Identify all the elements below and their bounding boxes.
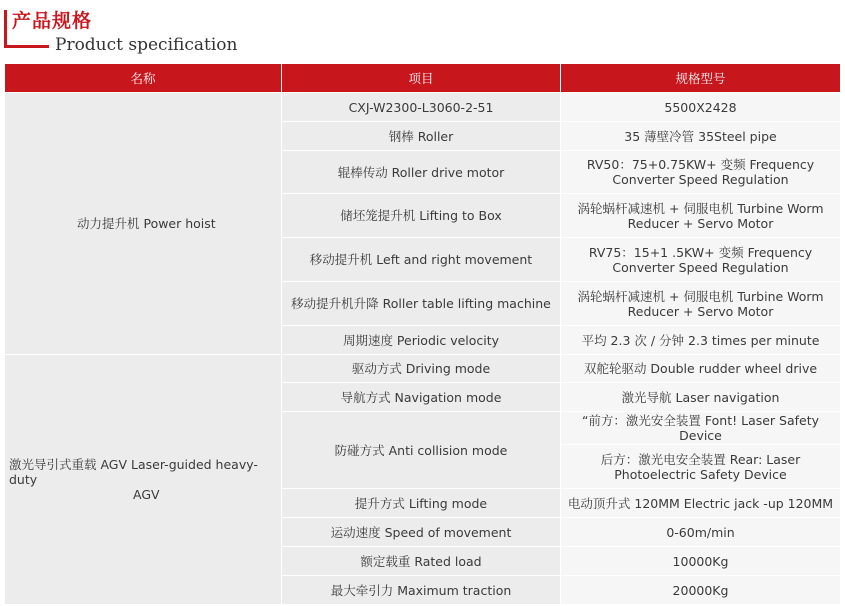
item-cell: 驱动方式 Driving mode xyxy=(282,355,561,383)
spec-cell: “前方：激光安全装置 Font! Laser Safety Device xyxy=(561,412,841,445)
spec-cell: 后方：激光电安全装置 Rear: Laser Photoelectric Safety Device xyxy=(561,445,841,489)
item-cell: 移动提升机升降 Roller table lifting machine xyxy=(282,282,561,326)
spec-cell: 涡轮蜗杆减速机 + 伺服电机 Turbine Worm Reducer + Servo Motor xyxy=(561,194,841,238)
column-header-spec: 规格型号 xyxy=(561,64,841,93)
category-label-line1: 激光导引式重载 AGV Laser-guided heavy-duty xyxy=(9,457,258,487)
item-cell: 提升方式 Lifting mode xyxy=(282,489,561,518)
item-cell: 防碰方式 Anti collision mode xyxy=(282,412,561,489)
section-heading xyxy=(0,0,845,62)
heading-title-en: Product specification xyxy=(55,35,238,55)
category-power-hoist: 动力提升机 Power hoist xyxy=(5,93,282,355)
spec-cell: 10000Kg xyxy=(561,547,841,576)
spec-cell: 双舵轮驱动 Double rudder wheel drive xyxy=(561,355,841,383)
category-laser-agv xyxy=(5,355,282,605)
item-cell: 导航方式 Navigation mode xyxy=(282,383,561,412)
item-cell: 储坯笼提升机 Lifting to Box xyxy=(282,194,561,238)
item-cell: CXJ-W2300-L3060-2-51 xyxy=(282,93,561,122)
item-cell: 额定载重 Rated load xyxy=(282,547,561,576)
spec-cell: 平均 2.3 次 / 分钟 2.3 times per minute xyxy=(561,326,841,355)
table-header-row xyxy=(5,64,841,93)
spec-table xyxy=(4,63,841,605)
heading-bracket-horizontal xyxy=(4,45,49,48)
item-cell: 移动提升机 Left and right movement xyxy=(282,238,561,282)
spec-cell: 20000Kg xyxy=(561,576,841,605)
item-cell: 周期速度 Periodic velocity xyxy=(282,326,561,355)
heading-title-cn: 产品规格 xyxy=(12,10,93,32)
spec-cell: 激光导航 Laser navigation xyxy=(561,383,841,412)
spec-cell: RV75：15+1 .5KW+ 变频 Frequency Converter Speed Regulation xyxy=(561,238,841,282)
category-label-line2: AGV xyxy=(133,487,160,502)
item-cell: 运动速度 Speed of movement xyxy=(282,518,561,547)
item-cell: 最大牵引力 Maximum traction xyxy=(282,576,561,605)
column-header-item: 项目 xyxy=(282,64,561,93)
spec-cell: 35 薄壁冷管 35Steel pipe xyxy=(561,122,841,151)
table-row xyxy=(5,355,841,383)
item-cell: 辊棒传动 Roller drive motor xyxy=(282,151,561,194)
spec-cell: 0-60m/min xyxy=(561,518,841,547)
column-header-name: 名称 xyxy=(5,64,282,93)
item-cell: 钢棒 Roller xyxy=(282,122,561,151)
spec-cell: RV50：75+0.75KW+ 变频 Frequency Converter Speed Regulation xyxy=(561,151,841,194)
spec-cell: 涡轮蜗杆减速机 + 伺服电机 Turbine Worm Reducer + Servo Motor xyxy=(561,282,841,326)
spec-cell: 5500X2428 xyxy=(561,93,841,122)
spec-cell: 电动顶升式 120MM Electric jack -up 120MM xyxy=(561,489,841,518)
table-row xyxy=(5,93,841,122)
heading-bracket-vertical xyxy=(4,10,7,48)
